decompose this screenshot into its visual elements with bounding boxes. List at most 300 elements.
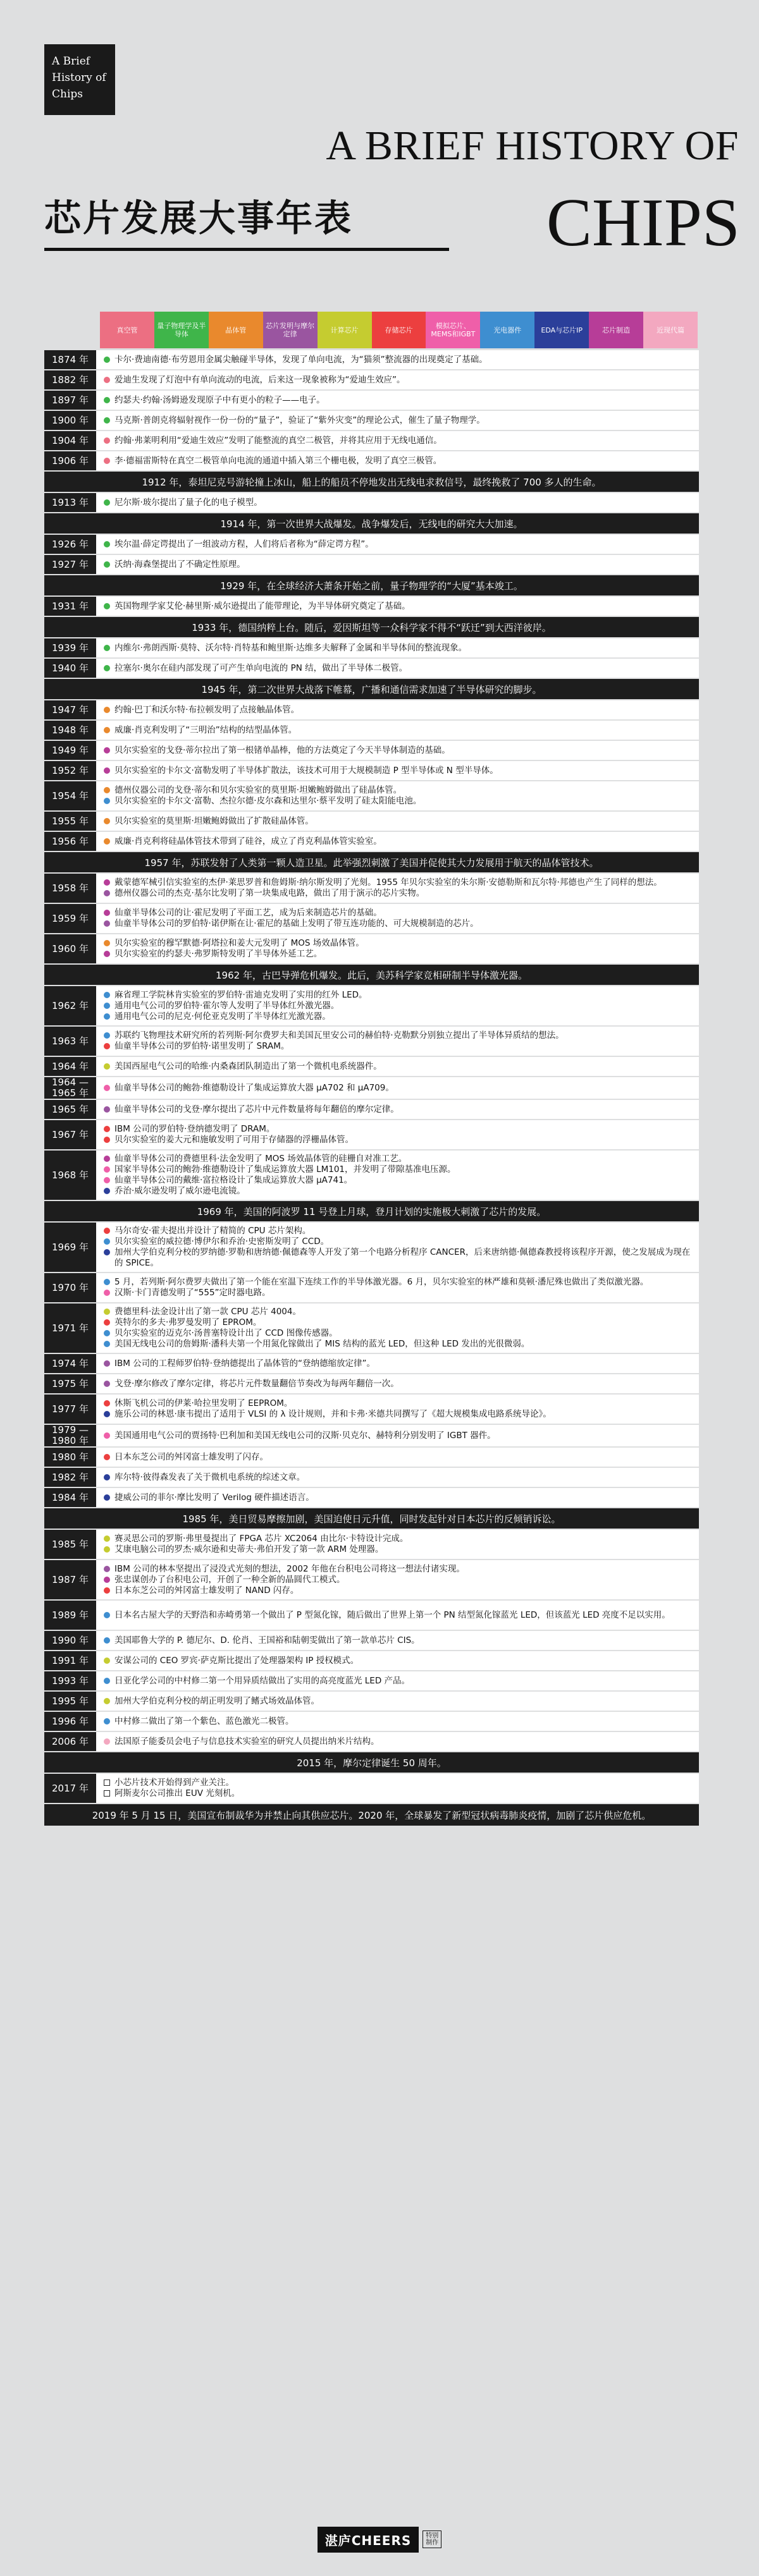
timeline-row [44, 1100, 699, 1119]
event-text: 赛灵思公司的罗斯·弗里曼提出了 FPGA 芯片 XC2064 由比尔·卡特设计完成。 [114, 1534, 409, 1544]
event-item [104, 1544, 691, 1555]
year-cell: 1949 年 [44, 741, 96, 760]
events-cell [96, 431, 699, 450]
year-cell: 1965 年 [44, 1100, 96, 1119]
footer-logo [290, 2525, 469, 2553]
events-cell [96, 832, 699, 851]
events-cell [96, 1774, 699, 1803]
logo-line: History of [52, 71, 106, 84]
event-item [104, 1328, 691, 1339]
category-dot-icon [104, 1177, 110, 1183]
events-cell [96, 451, 699, 470]
category-dot-icon [104, 951, 110, 957]
event-text: IBM 公司的罗伯特·登纳德发明了 DRAM。 [114, 1124, 275, 1134]
event-item [104, 1737, 691, 1747]
event-text: 日本名古屋大学的天野浩和赤崎勇第一个做出了 P 型氮化镓，随后做出了世界上第一个 PN 结型氮化镓蓝光 LED，但该蓝光 LED 亮度不足以实用。 [114, 1609, 670, 1620]
event-item [104, 1175, 691, 1186]
event-item [104, 1236, 691, 1247]
event-text: 贝尔实验室的卡尔文·富勒、杰拉尔德·皮尔森和达里尔·蔡平发明了硅太阳能电池。 [114, 796, 422, 806]
year-cell: 1977 年 [44, 1395, 96, 1424]
era-banner: 2015 年，摩尔定律诞生 50 周年。 [44, 1752, 699, 1773]
year-cell: 1874 年 [44, 350, 96, 369]
logo-line: A Brief [52, 55, 90, 68]
events-cell [96, 986, 699, 1025]
category-dot-icon [104, 1566, 110, 1572]
event-item [104, 1186, 691, 1197]
events-cell [96, 1151, 699, 1200]
timeline-row [44, 1530, 699, 1559]
events-cell [96, 350, 699, 369]
category-dot-icon [104, 397, 110, 403]
category-dot-icon [104, 1003, 110, 1009]
events-cell [96, 659, 699, 678]
event-text: 安谋公司的 CEO 罗宾·萨克斯比提出了处理器架构 IP 授权模式。 [114, 1655, 359, 1666]
timeline-row [44, 986, 699, 1025]
event-item [104, 395, 691, 406]
year-cell: 1963 年 [44, 1027, 96, 1056]
category-dot-icon [104, 1381, 110, 1387]
event-item [104, 888, 691, 899]
event-text: IBM 公司的林本坚提出了浸没式光刻的想法，2002 年他在台积电公司将这一想法付诸实现。 [114, 1563, 465, 1574]
event-text: 休斯飞机公司的伊莱·哈拉里发明了 EEPROM。 [114, 1398, 293, 1408]
category-dot-icon [104, 1106, 110, 1113]
event-item [104, 539, 691, 550]
event-text: 卡尔·费迪南德·布劳恩用金属尖触碰半导体，发现了单向电流，为“猫须”整流器的出现奠定了基础。 [114, 354, 488, 365]
events-cell [96, 555, 699, 574]
event-item [104, 1534, 691, 1544]
event-item [104, 1358, 691, 1369]
events-cell [96, 1692, 699, 1711]
category-dot-icon [104, 1309, 110, 1315]
events-cell [96, 874, 699, 903]
year-cell: 1959 年 [44, 904, 96, 933]
timeline-row [44, 1374, 699, 1393]
events-cell [96, 1651, 699, 1670]
category-dot-icon [104, 1577, 110, 1583]
event-item [104, 1307, 691, 1317]
event-text: 仙童半导体公司的戴维·富拉格设计了集成运算放大器 μA741。 [114, 1175, 353, 1185]
timeline-row [44, 1395, 699, 1424]
timeline-row [44, 781, 699, 810]
timeline-row [44, 451, 699, 470]
timeline-row [44, 832, 699, 851]
event-text: 施乐公司的林恩·康韦提出了适用于 VLSI 的 λ 设计规则，并和卡弗·米德共同撰写了《超大规模集成电路系统导论》。 [114, 1409, 552, 1419]
event-item [104, 559, 691, 570]
year-cell: 1927 年 [44, 555, 96, 574]
timeline-row [44, 1651, 699, 1670]
category-dot-icon [104, 1085, 110, 1091]
year-cell: 1993 年 [44, 1671, 96, 1690]
events-cell [96, 721, 699, 740]
year-cell: 2017 年 [44, 1774, 96, 1803]
event-text: 贝尔实验室的卡尔文·富勒发明了半导体扩散法，该技术可用于大规模制造 P 型半导体或 N 型半导体。 [114, 765, 498, 776]
category-dot-icon [104, 707, 110, 713]
legend-item: 量子物理学及半导体 [154, 312, 209, 348]
events-cell [96, 1712, 699, 1731]
footer-brand: 湛庐CHEERS [318, 2527, 419, 2553]
category-dot-icon [104, 645, 110, 651]
events-cell [96, 741, 699, 760]
year-cell: 1962 年 [44, 986, 96, 1025]
event-text: 贝尔实验室的迈克尔·汤普塞特设计出了 CCD 图像传感器。 [114, 1328, 338, 1338]
event-text: 戴蒙德军械引信实验室的杰伊·莱思罗普和詹姆斯·纳尔斯发明了光刻。1955 年贝尔实验室的朱尔斯·安德勒斯和瓦尔特·邦德也产生了同样的想法。 [114, 877, 662, 888]
title-en-line1: A BRIEF HISTORY OF [326, 123, 739, 169]
event-text: 中村修二做出了第一个紫色、蓝色激光二极管。 [114, 1716, 294, 1726]
legend-item: EDA与芯片IP [534, 312, 589, 348]
year-cell: 1952 年 [44, 761, 96, 780]
event-item [104, 1656, 691, 1666]
timeline-row [44, 1151, 699, 1200]
event-text: 贝尔实验室的姜大元和施敏发明了可用于存储器的浮栅晶体管。 [114, 1135, 354, 1145]
timeline-row [44, 904, 699, 933]
category-dot-icon [104, 1637, 110, 1644]
category-dot-icon [104, 1290, 110, 1296]
timeline-row [44, 1631, 699, 1650]
timeline-row [44, 1671, 699, 1690]
category-dot-icon [104, 1228, 110, 1234]
category-dot-icon [104, 499, 110, 506]
timeline-row [44, 1120, 699, 1149]
category-dot-icon [104, 561, 110, 568]
year-cell: 1926 年 [44, 535, 96, 554]
event-text: 英特尔的多夫·弗罗曼发明了 EPROM。 [114, 1317, 262, 1328]
year-cell: 1958 年 [44, 874, 96, 903]
event-item [104, 836, 691, 847]
event-item [104, 1154, 691, 1164]
category-dot-icon [104, 1678, 110, 1684]
legend-item: 存储芯片 [372, 312, 426, 348]
title-en-line2: CHIPS [546, 185, 740, 260]
category-dot-icon [104, 1032, 110, 1039]
timeline-row [44, 1468, 699, 1487]
event-text: 爱迪生发现了灯泡中有单向流动的电流，后来这一现象被称为“爱迪生效应”。 [114, 374, 405, 385]
event-item [104, 1431, 691, 1441]
timeline-row [44, 700, 699, 719]
year-cell: 1979 — 1980 年 [44, 1425, 96, 1446]
year-cell: 1969 年 [44, 1223, 96, 1272]
timeline-row [44, 535, 699, 554]
event-item [104, 355, 691, 365]
event-item [104, 938, 691, 949]
event-text: 仙童半导体公司的让·霍尼发明了平面工艺，成为后来制造芯片的基础。 [114, 908, 382, 918]
timeline-row [44, 1077, 699, 1099]
timeline-row [44, 1774, 699, 1803]
event-text: 捷威公司的菲尔·摩比发明了 Verilog 硬件描述语言。 [114, 1492, 314, 1503]
category-dot-icon [104, 458, 110, 464]
events-cell [96, 1468, 699, 1487]
event-item [104, 1001, 691, 1011]
event-item [104, 1585, 691, 1596]
category-dot-icon [104, 1657, 110, 1664]
event-item [104, 725, 691, 736]
events-cell [96, 535, 699, 554]
year-cell: 1947 年 [44, 700, 96, 719]
event-text: 库尔特·彼得森发表了关于微机电系统的综述文章。 [114, 1472, 305, 1482]
event-text: 美国西屋电气公司的哈维·内桑森团队制造出了第一个微机电系统器件。 [114, 1061, 382, 1071]
category-dot-icon [104, 665, 110, 671]
category-dot-icon [104, 798, 110, 804]
year-cell: 1995 年 [44, 1692, 96, 1711]
events-cell [96, 1223, 699, 1272]
category-dot-icon [104, 818, 110, 824]
category-dot-icon [104, 377, 110, 383]
era-banner: 2019 年 5 月 15 日，美国宣布制裁华为并禁止向其供应芯片。2020 年，全球暴发了新型冠状病毒肺炎疫情，加剧了芯片供应危机。 [44, 1804, 699, 1826]
year-cell: 1940 年 [44, 659, 96, 678]
event-text: 仙童半导体公司的戈登·摩尔提出了芯片中元件数量将每年翻倍的摩尔定律。 [114, 1104, 399, 1114]
events-cell [96, 1601, 699, 1630]
event-text: 德州仪器公司的戈登·蒂尔和贝尔实验室的莫里斯·坦嫩鲍姆做出了硅晶体管。 [114, 785, 402, 795]
event-item [104, 415, 691, 426]
category-dot-icon [104, 417, 110, 424]
footer-sub: 特别制作 [423, 2530, 441, 2548]
events-cell [96, 1395, 699, 1424]
event-text: 沃纳·海森堡提出了不确定性原理。 [114, 559, 245, 570]
event-text: 乔治·威尔逊发明了威尔逊电流镜。 [114, 1186, 245, 1196]
timeline-row [44, 1732, 699, 1751]
event-text: 阿斯麦尔公司推出 EUV 光刻机。 [114, 1788, 240, 1798]
event-text: 仙童半导体公司的罗伯特·诺伊斯在让·霍尼的基础上发明了带互连功能的、可大规模制造的芯片。 [114, 919, 479, 929]
category-dot-icon [104, 1341, 110, 1347]
category-dot-icon [104, 1166, 110, 1173]
event-item [104, 1124, 691, 1135]
event-text: 贝尔实验室的约瑟夫·弗罗斯特发明了半导体外延工艺。 [114, 949, 323, 959]
category-dot-icon [104, 1330, 110, 1336]
category-dot-icon [104, 767, 110, 774]
category-dot-icon [104, 1718, 110, 1724]
event-text: 美国耶鲁大学的 P. 德尼尔、D. 伦肖、王国裕和陆朝雯做出了第一款单芯片 CIS。 [114, 1635, 420, 1645]
events-cell [96, 638, 699, 657]
category-dot-icon [104, 1587, 110, 1594]
event-text: 小芯片技术开始得到产业关注。 [114, 1778, 234, 1788]
events-cell [96, 904, 699, 933]
events-cell [96, 1374, 699, 1393]
legend-item: 真空管 [100, 312, 154, 348]
event-text: 约翰·弗莱明利用“爱迪生效应”发明了能整流的真空二极管，并将其应用于无线电通信。 [114, 435, 442, 446]
event-item [104, 1247, 691, 1269]
year-cell: 1967 年 [44, 1120, 96, 1149]
events-cell [96, 1027, 699, 1056]
era-banner: 1929 年，在全球经济大萧条开始之前，量子物理学的“大厦”基本竣工。 [44, 575, 699, 595]
timeline-row [44, 1712, 699, 1731]
category-legend [100, 312, 698, 348]
event-item [104, 1492, 691, 1503]
event-item [104, 990, 691, 1001]
square-marker-icon [104, 1779, 110, 1786]
year-cell: 1982 年 [44, 1468, 96, 1487]
event-text: 法国原子能委员会电子与信息技术实验室的研究人员提出纳米片结构。 [114, 1736, 379, 1747]
event-item [104, 1676, 691, 1687]
event-item [104, 1788, 691, 1799]
event-item [104, 1339, 691, 1350]
events-cell [96, 370, 699, 389]
event-item [104, 745, 691, 756]
year-cell: 2006 年 [44, 1732, 96, 1751]
events-cell [96, 812, 699, 831]
category-dot-icon [104, 940, 110, 946]
title-underline [44, 248, 449, 251]
event-item [104, 1716, 691, 1727]
event-item [104, 1135, 691, 1145]
timeline-row [44, 721, 699, 740]
event-text: 马克斯·普朗克将辐射视作一份一份的“量子”，验证了“紫外灾变”的理论公式，催生了量子物理学。 [114, 415, 485, 425]
timeline-row [44, 1223, 699, 1272]
category-dot-icon [104, 838, 110, 845]
event-text: 拉塞尔·奥尔在硅内部发现了可产生单向电流的 PN 结，做出了半导体二极管。 [114, 662, 408, 673]
category-dot-icon [104, 541, 110, 547]
event-text: 德州仪器公司的杰克·基尔比发明了第一块集成电路，做出了用于演示的芯片实物。 [114, 888, 425, 898]
event-text: 费德里科·法金设计出了第一款 CPU 芯片 4004。 [114, 1307, 301, 1317]
event-text: 仙童半导体公司的罗伯特·诺里发明了 SRAM。 [114, 1041, 290, 1051]
year-cell: 1900 年 [44, 411, 96, 430]
category-dot-icon [104, 1432, 110, 1439]
event-item [104, 1104, 691, 1115]
logo-box [44, 44, 115, 115]
event-item [104, 375, 691, 386]
timeline-row [44, 761, 699, 780]
era-banner: 1962 年，古巴导弹危机爆发。此后，美苏科学家竞相研制半导体激光器。 [44, 965, 699, 985]
year-cell: 1974 年 [44, 1354, 96, 1373]
timeline-row [44, 638, 699, 657]
era-banner: 1945 年，第二次世界大战落下帷幕，广播和通信需求加速了半导体研究的脚步。 [44, 679, 699, 699]
event-text: 国家半导体公司的鲍勃·维德勒设计了集成运算放大器 LM101，并发明了带隙基准电压源。 [114, 1164, 456, 1175]
event-text: 马尔奇安·霍夫提出并设计了精简的 CPU 芯片架构。 [114, 1226, 311, 1236]
category-dot-icon [104, 1698, 110, 1704]
event-text: 约翰·巴丁和沃尔特·布拉顿发明了点接触晶体管。 [114, 704, 300, 715]
event-item [104, 1041, 691, 1052]
timeline-row [44, 597, 699, 616]
event-item [104, 1061, 691, 1072]
event-item [104, 919, 691, 929]
timeline-row [44, 741, 699, 760]
timeline-row [44, 934, 699, 963]
timeline-row [44, 493, 699, 512]
year-cell: 1897 年 [44, 391, 96, 410]
category-dot-icon [104, 1279, 110, 1285]
timeline-row [44, 1692, 699, 1711]
event-item [104, 908, 691, 919]
timeline-row [44, 1601, 699, 1630]
event-text: 戈登·摩尔修改了摩尔定律，将芯片元件数量翻倍节奏改为每两年翻倍一次。 [114, 1378, 399, 1389]
legend-item: 晶体管 [209, 312, 263, 348]
event-text: 贝尔实验室的莫里斯·坦嫩鲍姆做出了扩散硅晶体管。 [114, 815, 314, 826]
timeline-row [44, 1027, 699, 1056]
event-item [104, 1277, 691, 1288]
timeline-row [44, 659, 699, 678]
category-dot-icon [104, 992, 110, 998]
category-dot-icon [104, 910, 110, 916]
category-dot-icon [104, 1474, 110, 1480]
category-dot-icon [104, 1013, 110, 1020]
event-item [104, 1696, 691, 1707]
year-cell: 1939 年 [44, 638, 96, 657]
year-cell: 1955 年 [44, 812, 96, 831]
category-dot-icon [104, 1238, 110, 1245]
timeline-row [44, 874, 699, 903]
timeline-row [44, 1425, 699, 1446]
year-cell: 1954 年 [44, 781, 96, 810]
events-cell [96, 761, 699, 780]
event-item [104, 1379, 691, 1389]
timeline-table [44, 350, 699, 1827]
event-text: 通用电气公司的尼克·何伦亚克发明了半导体红光激光器。 [114, 1011, 331, 1022]
category-dot-icon [104, 747, 110, 754]
year-cell: 1996 年 [44, 1712, 96, 1731]
events-cell [96, 1100, 699, 1119]
event-text: 张忠谋创办了台积电公司，开创了一种全新的晶圆代工模式。 [114, 1574, 345, 1585]
year-cell: 1960 年 [44, 934, 96, 963]
category-dot-icon [104, 1535, 110, 1542]
events-cell [96, 1732, 699, 1751]
event-item [104, 663, 691, 674]
title-zh: 芯片发展大事年表 [44, 197, 354, 240]
event-item [104, 1030, 691, 1041]
year-cell: 1987 年 [44, 1560, 96, 1599]
logo-line: Chips [52, 88, 83, 101]
event-text: 美国通用电气公司的贾扬特·巴利加和美国无线电公司的汉斯·贝克尔、赫特利分别发明了 IGBT 器件。 [114, 1430, 496, 1441]
event-text: 贝尔实验室的威拉德·博伊尔和乔治·史密斯发明了 CCD。 [114, 1236, 330, 1247]
category-dot-icon [104, 787, 110, 793]
events-cell [96, 1354, 699, 1373]
category-dot-icon [104, 727, 110, 733]
events-cell [96, 1077, 699, 1099]
year-cell: 1990 年 [44, 1631, 96, 1650]
year-cell: 1931 年 [44, 597, 96, 616]
timeline-row [44, 1560, 699, 1599]
era-banner: 1914 年，第一次世界大战爆发。战争爆发后，无线电的研究大大加速。 [44, 513, 699, 534]
event-item [104, 816, 691, 827]
event-text: 仙童半导体公司的费德里科·法金发明了 MOS 场效晶体管的硅栅自对准工艺。 [114, 1154, 407, 1164]
square-marker-icon [104, 1790, 110, 1797]
event-item [104, 949, 691, 960]
event-item [104, 1575, 691, 1585]
event-text: 约瑟夫·约翰·汤姆逊发现原子中有更小的粒子——电子。 [114, 394, 325, 405]
category-dot-icon [104, 1738, 110, 1745]
event-text: 内维尔·弗朗西斯·莫特、沃尔特·肖特基和鲍里斯·达维多夫解释了金属和半导体间的整流现象。 [114, 642, 467, 653]
era-banner: 1933 年，德国纳粹上台。随后，爱因斯坦等一众科学家不得不“跃迁”到大西洋彼岸。 [44, 617, 699, 637]
events-cell [96, 934, 699, 963]
event-text: 艾康电脑公司的罗杰·威尔逊和史蒂夫·弗伯开发了第一款 ARM 处理器。 [114, 1544, 384, 1554]
event-item [104, 705, 691, 716]
year-cell: 1968 年 [44, 1151, 96, 1200]
category-dot-icon [104, 890, 110, 896]
category-dot-icon [104, 1319, 110, 1326]
year-cell: 1985 年 [44, 1530, 96, 1559]
events-cell [96, 1560, 699, 1599]
year-cell: 1956 年 [44, 832, 96, 851]
legend-item: 模拟芯片、MEMS和IGBT [426, 312, 480, 348]
era-banner: 1957 年，苏联发射了人类第一颗人造卫星。此举强烈刺激了美国并促使其大力发展用于航天的晶体管技术。 [44, 852, 699, 872]
event-item [104, 436, 691, 446]
category-dot-icon [104, 920, 110, 927]
event-text: 威廉·肖克利发明了“三明治”结构的结型晶体管。 [114, 724, 297, 735]
event-item [104, 497, 691, 508]
category-dot-icon [104, 1156, 110, 1162]
events-cell [96, 411, 699, 430]
event-item [104, 1011, 691, 1022]
era-banner: 1969 年，美国的阿波罗 11 号登上月球，登月计划的实施极大刺激了芯片的发展。 [44, 1201, 699, 1221]
timeline-row [44, 1273, 699, 1302]
timeline-row [44, 1354, 699, 1373]
events-cell [96, 1273, 699, 1302]
events-cell [96, 781, 699, 810]
event-item [104, 877, 691, 888]
category-dot-icon [104, 437, 110, 444]
event-item [104, 456, 691, 467]
event-item [104, 1317, 691, 1328]
events-cell [96, 1303, 699, 1353]
timeline-row [44, 391, 699, 410]
events-cell [96, 597, 699, 616]
